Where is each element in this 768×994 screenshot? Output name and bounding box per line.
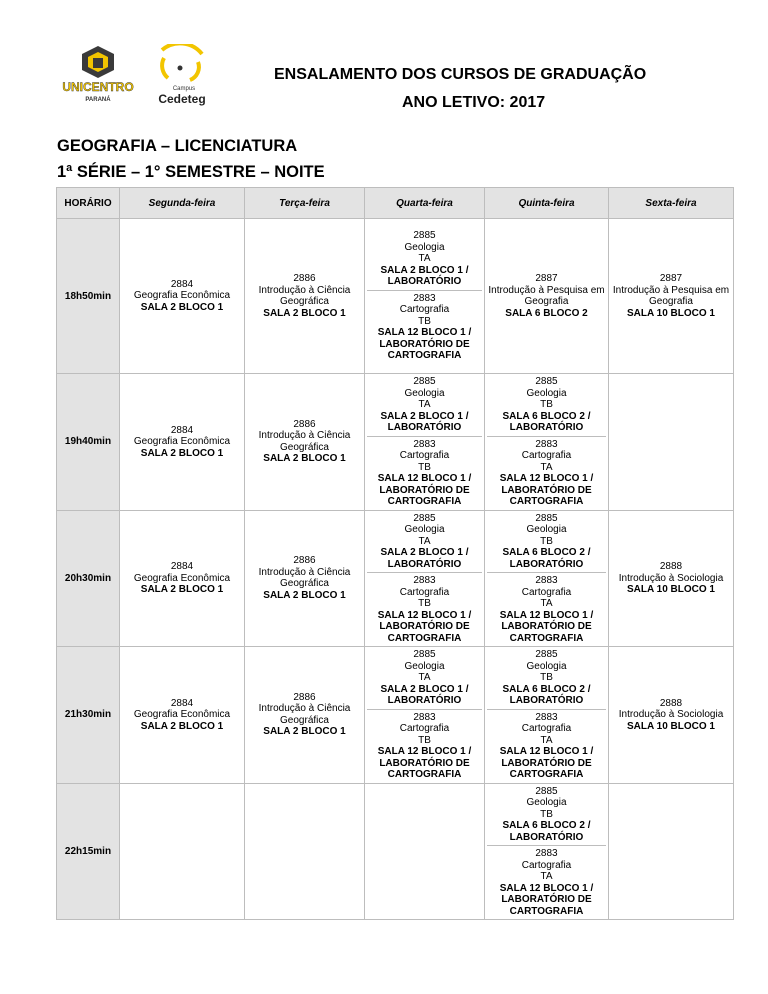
class-code: 2886 (293, 418, 316, 430)
class-code: 2883 (413, 711, 436, 723)
class-cell-wed (365, 647, 485, 784)
class-room: SALA 2 BLOCO 1 / LABORATÓRIO (380, 410, 469, 433)
class-room: SALA 12 BLOCO 1 / LABORATÓRIO DE CARTOGRAFIA (499, 473, 594, 507)
class-entry (611, 271, 731, 321)
class-cell-fri (609, 510, 734, 647)
class-code: 2883 (413, 292, 436, 304)
unicentro-wordmark: UNICENTRO (62, 80, 134, 94)
class-room: SALA 10 BLOCO 1 (627, 720, 715, 732)
class-group: TA (540, 871, 553, 882)
header-quinta: Quinta-feira (485, 188, 609, 219)
class-name: Introdução à Ciência Geográfica (258, 566, 351, 590)
class-code: 2886 (293, 273, 316, 284)
class-cell-fri (609, 374, 734, 511)
class-name: Geologia (404, 660, 445, 672)
class-entry (367, 374, 482, 436)
class-cell-mon (120, 647, 245, 784)
time-cell: 19h40min (57, 374, 120, 511)
class-name: Geologia (526, 524, 567, 535)
header-row (57, 188, 734, 219)
class-entry (487, 845, 606, 919)
class-name: Cartografia (521, 723, 572, 734)
class-code: 2883 (413, 575, 436, 586)
class-cell-wed (365, 374, 485, 511)
class-name: Cartografia (521, 586, 572, 598)
class-name: Geologia (404, 241, 445, 253)
class-code: 2885 (413, 649, 436, 660)
class-entry (487, 511, 606, 573)
class-cell-wed (365, 783, 485, 920)
class-cell-fri (609, 783, 734, 920)
class-group: TA (418, 399, 431, 410)
class-name: Introdução à Ciência Geográfica (258, 284, 351, 307)
class-code: 2885 (413, 230, 436, 242)
class-group: TB (418, 734, 431, 746)
class-code: 2885 (535, 649, 558, 660)
header-terca: Terça-feira (245, 188, 365, 219)
header-segunda: Segunda-feira (120, 188, 245, 219)
class-room: SALA 12 BLOCO 1 / LABORATÓRIO DE CARTOGRAFIA (377, 473, 472, 507)
table-row (57, 374, 734, 511)
class-name: Geografia Econômica (133, 709, 231, 720)
header-sexta: Sexta-feira (609, 188, 734, 219)
class-room: SALA 2 BLOCO 1 (263, 726, 346, 738)
header-quarta: Quarta-feira (365, 188, 485, 219)
class-code: 2885 (535, 785, 558, 797)
class-room: SALA 6 BLOCO 2 / LABORATÓRIO (502, 683, 591, 706)
class-cell-tue (245, 510, 365, 647)
class-room: SALA 2 BLOCO 1 / LABORATÓRIO (380, 683, 469, 706)
class-room: SALA 12 BLOCO 1 / LABORATÓRIO DE CARTOGRAFIA (377, 746, 472, 780)
campus-label: Campus (172, 86, 196, 92)
page-title: ENSALAMENTO DOS CURSOS DE GRADUAÇÃO (274, 66, 647, 83)
class-cell-tue (245, 374, 365, 511)
class-cell-mon (120, 510, 245, 647)
class-code: 2885 (413, 512, 436, 524)
class-cell-mon (120, 219, 245, 374)
class-group: TB (540, 535, 553, 547)
class-room: SALA 12 BLOCO 1 / LABORATÓRIO DE CARTOGRAFIA (499, 609, 594, 644)
time-cell: 22h15min (57, 783, 120, 920)
class-entry (247, 417, 362, 467)
time-cell: 18h50min (57, 219, 120, 374)
class-room: SALA 12 BLOCO 1 / LABORATÓRIO DE CARTOGRAFIA (499, 882, 594, 917)
class-cell-tue (245, 783, 365, 920)
class-cell-tue (245, 219, 365, 374)
class-entry (122, 423, 242, 462)
class-cell-fri (609, 219, 734, 374)
class-entry (611, 559, 731, 598)
class-entry (367, 709, 482, 783)
class-entry (122, 696, 242, 735)
class-code: 2885 (535, 512, 558, 524)
class-room: SALA 12 BLOCO 1 / LABORATÓRIO DE CARTOGRAFIA (499, 746, 594, 780)
class-name: Cartografia (521, 859, 572, 871)
class-room: SALA 2 BLOCO 1 (140, 447, 224, 459)
class-room: SALA 2 BLOCO 1 (263, 453, 346, 465)
class-code: 2885 (535, 376, 558, 387)
course-name: GEOGRAFIA – LICENCIATURA (57, 137, 298, 155)
class-name: Cartografia (399, 586, 450, 598)
class-group: TA (418, 253, 431, 265)
class-name: Introdução à Pesquisa em Geografia (488, 284, 605, 307)
campus-name: Cedeteg (158, 92, 206, 106)
class-code: 2886 (293, 691, 316, 703)
class-code: 2883 (535, 848, 558, 859)
class-room: SALA 2 BLOCO 1 / LABORATÓRIO (380, 264, 469, 288)
class-cell-mon (120, 783, 245, 920)
class-group: TB (540, 808, 553, 820)
class-entry (487, 572, 606, 646)
header-horario: HORÁRIO (57, 188, 120, 219)
class-group: TA (540, 461, 553, 473)
class-entry (367, 228, 482, 290)
class-code: 2888 (659, 561, 683, 572)
class-name: Geologia (404, 387, 445, 399)
class-room: SALA 6 BLOCO 2 / LABORATÓRIO (502, 820, 591, 843)
class-code: 2887 (659, 273, 683, 284)
class-group: TA (540, 598, 553, 609)
class-name: Cartografia (399, 450, 450, 461)
class-entry (122, 277, 242, 316)
class-room: SALA 2 BLOCO 1 (263, 589, 346, 601)
class-entry (367, 572, 482, 646)
class-name: Introdução à Ciência Geográfica (258, 430, 351, 453)
class-name: Geologia (526, 660, 567, 672)
class-group: TB (418, 315, 431, 327)
class-entry (487, 784, 606, 846)
class-name: Geologia (526, 387, 567, 399)
class-name: Geografia Econômica (133, 572, 231, 584)
class-room: SALA 2 BLOCO 1 (140, 584, 224, 595)
class-name: Geografia Econômica (133, 436, 231, 447)
class-name: Geologia (526, 797, 567, 808)
page-subtitle: ANO LETIVO: 2017 (402, 94, 546, 111)
class-code: 2883 (535, 438, 558, 450)
class-group: TB (540, 399, 553, 410)
class-room: SALA 2 BLOCO 1 (140, 301, 224, 313)
class-entry (247, 690, 362, 740)
class-entry (367, 290, 482, 364)
class-group: TB (418, 461, 431, 473)
class-entry (487, 709, 606, 783)
class-cell-thu (485, 647, 609, 784)
time-cell: 20h30min (57, 510, 120, 647)
class-room: SALA 2 BLOCO 1 / LABORATÓRIO (380, 547, 469, 570)
class-group: TA (418, 672, 431, 683)
class-room: SALA 10 BLOCO 1 (627, 307, 715, 319)
class-entry (487, 374, 606, 436)
class-entry (367, 436, 482, 510)
class-cell-thu (485, 783, 609, 920)
class-code: 2883 (413, 438, 436, 450)
class-code: 2888 (659, 697, 683, 709)
class-entry (611, 696, 731, 735)
class-cell-fri (609, 647, 734, 784)
class-group: TA (540, 734, 553, 746)
class-room: SALA 12 BLOCO 1 / LABORATÓRIO DE CARTOGRAFIA (377, 327, 472, 362)
class-code: 2886 (293, 555, 316, 567)
time-cell: 21h30min (57, 647, 120, 784)
class-room: SALA 6 BLOCO 2 (505, 307, 588, 319)
class-room: SALA 12 BLOCO 1 / LABORATÓRIO DE CARTOGRAFIA (377, 609, 472, 644)
class-code: 2884 (170, 278, 194, 290)
class-room: SALA 2 BLOCO 1 (263, 307, 346, 319)
class-group: TB (418, 598, 431, 609)
class-entry (367, 647, 482, 709)
course-term: 1ª SÉRIE – 1° SEMESTRE – NOITE (57, 163, 325, 181)
table-row (57, 219, 734, 374)
class-code: 2884 (170, 424, 194, 436)
class-room: SALA 2 BLOCO 1 (140, 720, 224, 732)
class-room: SALA 6 BLOCO 2 / LABORATÓRIO (502, 547, 591, 570)
class-entry (122, 559, 242, 598)
class-room: SALA 6 BLOCO 2 / LABORATÓRIO (502, 410, 591, 433)
schedule-table (56, 187, 734, 920)
class-entry (487, 647, 606, 709)
class-cell-mon (120, 374, 245, 511)
class-cell-thu (485, 374, 609, 511)
table-row (57, 647, 734, 784)
class-code: 2884 (170, 561, 194, 572)
class-cell-tue (245, 647, 365, 784)
class-cell-thu (485, 219, 609, 374)
class-group: TA (418, 535, 431, 547)
class-name: Cartografia (399, 304, 450, 316)
class-entry (487, 271, 606, 321)
class-room: SALA 10 BLOCO 1 (627, 584, 715, 595)
class-name: Introdução à Pesquisa em Geografia (612, 284, 730, 307)
table-row (57, 510, 734, 647)
unicentro-subtitle: PARANÁ (85, 97, 111, 103)
class-name: Geografia Econômica (133, 290, 231, 302)
class-code: 2887 (535, 273, 558, 284)
class-code: 2885 (413, 376, 436, 387)
class-name: Cartografia (399, 723, 450, 734)
class-name: Introdução à Sociologia (618, 709, 724, 720)
class-group: TB (540, 672, 553, 683)
class-cell-wed (365, 219, 485, 374)
class-entry (247, 271, 362, 321)
class-name: Cartografia (521, 450, 572, 461)
class-entry (367, 511, 482, 573)
class-code: 2884 (170, 697, 194, 709)
table-row (57, 783, 734, 920)
class-name: Introdução à Sociologia (618, 572, 724, 584)
class-name: Introdução à Ciência Geográfica (258, 703, 351, 726)
class-entry (247, 553, 362, 603)
class-cell-thu (485, 510, 609, 647)
class-code: 2883 (535, 711, 558, 723)
class-cell-wed (365, 510, 485, 647)
class-code: 2883 (535, 575, 558, 586)
class-entry (487, 436, 606, 510)
class-name: Geologia (404, 524, 445, 535)
